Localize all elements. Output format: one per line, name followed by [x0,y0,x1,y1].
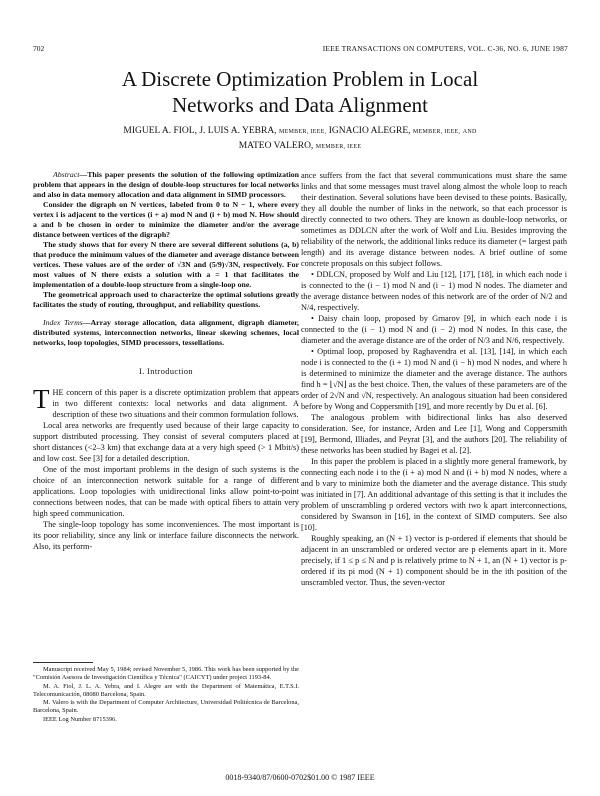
authors-names-a: MIGUEL A. FIOL, J. LUIS A. YEBRA, [123,126,277,136]
footnote-4: IEEE Log Number 8715396. [43,715,117,723]
intro-p3: One of the most important problems in the design of such systems is the choice of an interconnection network suitable for a range of different applications. Loop topologies with unidirectional links allow point-to-point connections between nodes, that can be made with optical fibers to attain very high speed communication. [33,465,299,518]
bullet-ddlcn: • DDLCN, proposed by Wolf and Liu [12], [17], [18], in which each node i is connected to the (i − 1) mod N and (i − 1) mod N nodes. The diameter and the average distance between nodes of this network are of the order of N/2 and N/4, respectively. [301,270,567,312]
footnote-2: M. A. Fiol, J. L. A. Yebra, and I. Alegre are with the Department of Matemática, E.T.S.I. Telecomunicación, 08080 Barcelona, Spain. [33,682,299,698]
footnote-1: Manuscript received May 5, 1984; revised November 5, 1986. This work has been supported by the "Comisión Asesora de Investigación Científica y Técnica" (CAICYT) under project 1193-84. [33,666,299,682]
intro-p1-text: HE concern of this paper is a discrete optimization problem that appears in two different contexts: local networks and data alignment. A description of these two situations and their common formulation follows. [52,388,299,419]
paper-title [0,66,600,118]
member-label: MEMBER, IEEE, [278,129,327,135]
authors-line-1 [0,124,600,139]
bullet-daisy-chain: • Daisy chain loop, proposed by Grnarov [9], in which each node i is connected to the (i − 1) mod N and (i − 2) mod N nodes. In this case, the diameter and the average distance are of the order of N/3 and N/6, respectively. [301,314,567,345]
page-number: 702 [33,44,45,53]
bullet-optimal-loop: • Optimal loop, proposed by Raghavendra et al. [13], [14], in which each node i is connected to the (i + 1) mod N and (i − h) mod N nodes, and where h is determined to minimize the diameter and the average distance. The authors find h = ⌊√N⌋ as the best choice. Then, the values of these parameters are of the order of 2√N and √N, respectively. An analogous situation had been considered before by Wong and Coppersmith [19], and more recently by Du et al. [6]. [301,347,567,411]
right-column [301,170,567,588]
intro-p2: Local area networks are frequently used because of their large capacity to support distributed processing. They consist of several computers placed at short distances (<2–3 km) that exchange data at a very high speed (> 1 Mbit/s) and low cost. See [3] for a detailed description. [33,421,299,463]
right-p1: ance suffers from the fact that several communications must share the same links and that some messages must travel along almost the whole loop to reach their destination. Several solutions have been devised to these points. Basically, they all double the number of links in the network, so that each processor is directly connected to two others. They are known as double-loop networks, or sometimes as DDLCN after the work of Wolf and Liu. Besides improving the reliability of the network, the additional links reduce its diameter (= largest path length) and its average distance between nodes. A brief outline of some concrete proposals on this subject follows. [301,171,567,268]
footnote-3: M. Valero is with the Department of Computer Architecture, Universidad Politécnica de Barcelona, Barcelona, Spain. [33,699,299,715]
authors-line-2 [0,139,600,154]
index-terms [33,318,299,348]
footnotes [33,666,299,724]
left-column [33,170,299,552]
abstract-p3: The study shows that for every N there are several different solutions (a, b) that produce the minimum values of the diameter and average distance between vertices. These values are of the order of √3N and (5/9)√3N, respectively. For most values of N there exists a solution with a = 1 that facilitates the implementation of a double-loop structure from a single-loop one. [33,240,299,289]
title-line-1: A Discrete Optimization Problem in Local [121,67,479,91]
footnote-rule [33,662,93,663]
author-list [0,124,600,154]
section-heading: I. Introduction [139,367,193,376]
copyright-footer: 0018-9340/87/0600-0702$01.00 © 1987 IEEE [225,773,375,782]
abstract-p1 [33,170,299,200]
right-p3: In this paper the problem is placed in a slightly more general framework, by connecting each node i to the (i + a) mod N and (i + b) mod N nodes, where a and b vary to minimize both the diameter and the average distance. This study was initiated in [7]. An additional advantage of this setting is that it includes the problem of unscrambling p ordered vectors with two k apart interconnections, considered by Swanson in [16], in the context of SIMD computers. See also [10]. [301,457,567,532]
authors-names-c: MATEO VALERO, [238,141,314,151]
and-label: AND [462,129,477,135]
abstract-label: Abstract [53,170,80,179]
title-line-2: Networks and Data Alignment [171,93,429,117]
abstract-p2: Consider the digraph on N vertices, labeled from 0 to N − 1, where every vertex i is adjacent to the vertices (i + a) mod N and (i + b) mod N. How should a and b be chosen in order to minimize the diameter and/or the average distance between vertices of the digraph? [33,200,299,239]
journal-header: IEEE TRANSACTIONS ON COMPUTERS, VOL. C-36, NO. 6, JUNE 1987 [322,44,568,53]
index-terms-text: —Array storage allocation, data alignment, digraph diameter, distributed systems, interconnection networks, linear skewing schemes, local networks, loop topologies, SIMD processors, tessellations. [33,318,299,347]
right-p2: The analogous problem with bidirectional links has also deserved consideration. See, for instance, Arden and Lee [1], Wong and Coppersmith [19], Bermond, Illiades, and Peyrat [3], and the authors [20]. The reliability of these networks has been studied by Bagei et al. [2]. [301,413,567,455]
abstract-p4: The geometrical approach used to characterize the optimal solutions greatly facilitates the study of routing, throughput, and reliability questions. [33,290,299,309]
index-terms-label: Index Terms [43,318,83,327]
intro-p4: The single-loop topology has some inconveniences. The most important is its poor reliability, since any link or interface failure disconnects the network. Also, its perform- [33,520,299,551]
member-label: MEMBER, IEEE [315,144,362,150]
drop-cap: T [33,384,50,414]
abstract-text: —This paper presents the solution of the following optimization problem that appears in the design of double-loop structures for local networks and also in data memory allocation and data alignment in SIMD processors. [33,170,299,199]
abstract [33,170,299,348]
member-label: MEMBER, IEEE, [412,129,461,135]
right-p4: Roughly speaking, an (N + 1) vector is p-ordered if elements that should be adjacent in an unscrambled or ordered vector are p elements apart in it. More precisely, if 1 ≤ p ≤ N and p is relatively prime to N + 1, an (N + 1) vector is p-ordered if its pi mod (N + 1) component should be in the ith position of the unscrambled vector. Thus, the seven-vector [301,534,567,587]
authors-names-b: IGNACIO ALEGRE, [328,126,411,136]
intro-p1 [33,384,299,420]
